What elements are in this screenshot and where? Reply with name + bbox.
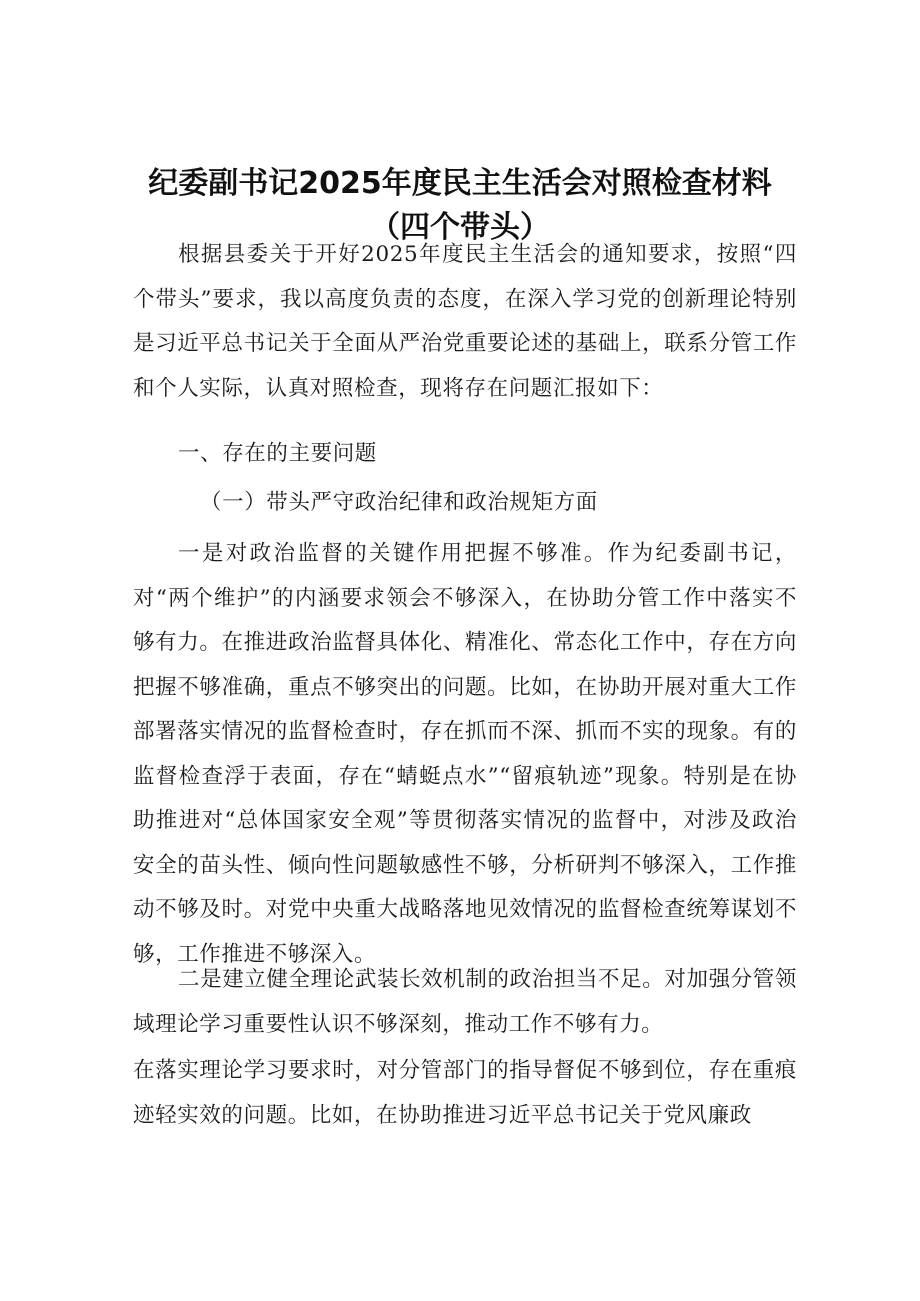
paragraph-three: 在落实理论学习要求时，对分管部门的指导督促不够到位，存在重痕迹轻实效的问题。比如，在协助推进习近平总书记关于党风廉政 (133, 1058, 797, 1128)
title-line-main: 纪委副书记2025年度民主生活会对照检查材料 (148, 166, 772, 201)
title-line-sub: （四个带头） (370, 210, 550, 245)
intro-paragraph: 根据县委关于开好2025年度民主生活会的通知要求，按照“四个带头”要求，我以高度负责的态度，在深入学习党的创新理论特别是习近平总书记关于全面从严治党重要论述的基础上，联系分管工作和个人实际，认真对照检查，现将存在问题汇报如下： (133, 242, 797, 401)
subsection-heading: （一）带头严守政治纪律和政治规矩方面 (200, 490, 598, 515)
section-heading: 一、存在的主要问题 (178, 441, 377, 466)
paragraph-one: 一是对政治监督的关键作用把握不够准。作为纪委副书记，对“两个维护”的内涵要求领会不够深入，在协助分管工作中落实不够有力。在推进政治监督具体化、精准化、常态化工作中，存在方向把握不够准确，重点不够突出的问题。比如，在协助开展对重大工作部署落实情况的监督检查时，存在抓而不深、抓而不实的现象。有的监督检查浮于表面，存在“蜻蜓点水”“留痕轨迹”现象。特别是在协助推进对“总体国家安全观”等贯彻落实情况的监督中，对涉及政治安全的苗头性、倾向性问题敏感性不够，分析研判不够深入，工作推动不够及时。对党中央重大战略落地见效情况的监督检查统筹谋划不够，工作推进不够深入。 (133, 541, 797, 967)
paragraph-two: 二是建立健全理论武装长效机制的政治担当不足。对加强分管领域理论学习重要性认识不够深刻，推动工作不够有力。 (133, 967, 797, 1037)
